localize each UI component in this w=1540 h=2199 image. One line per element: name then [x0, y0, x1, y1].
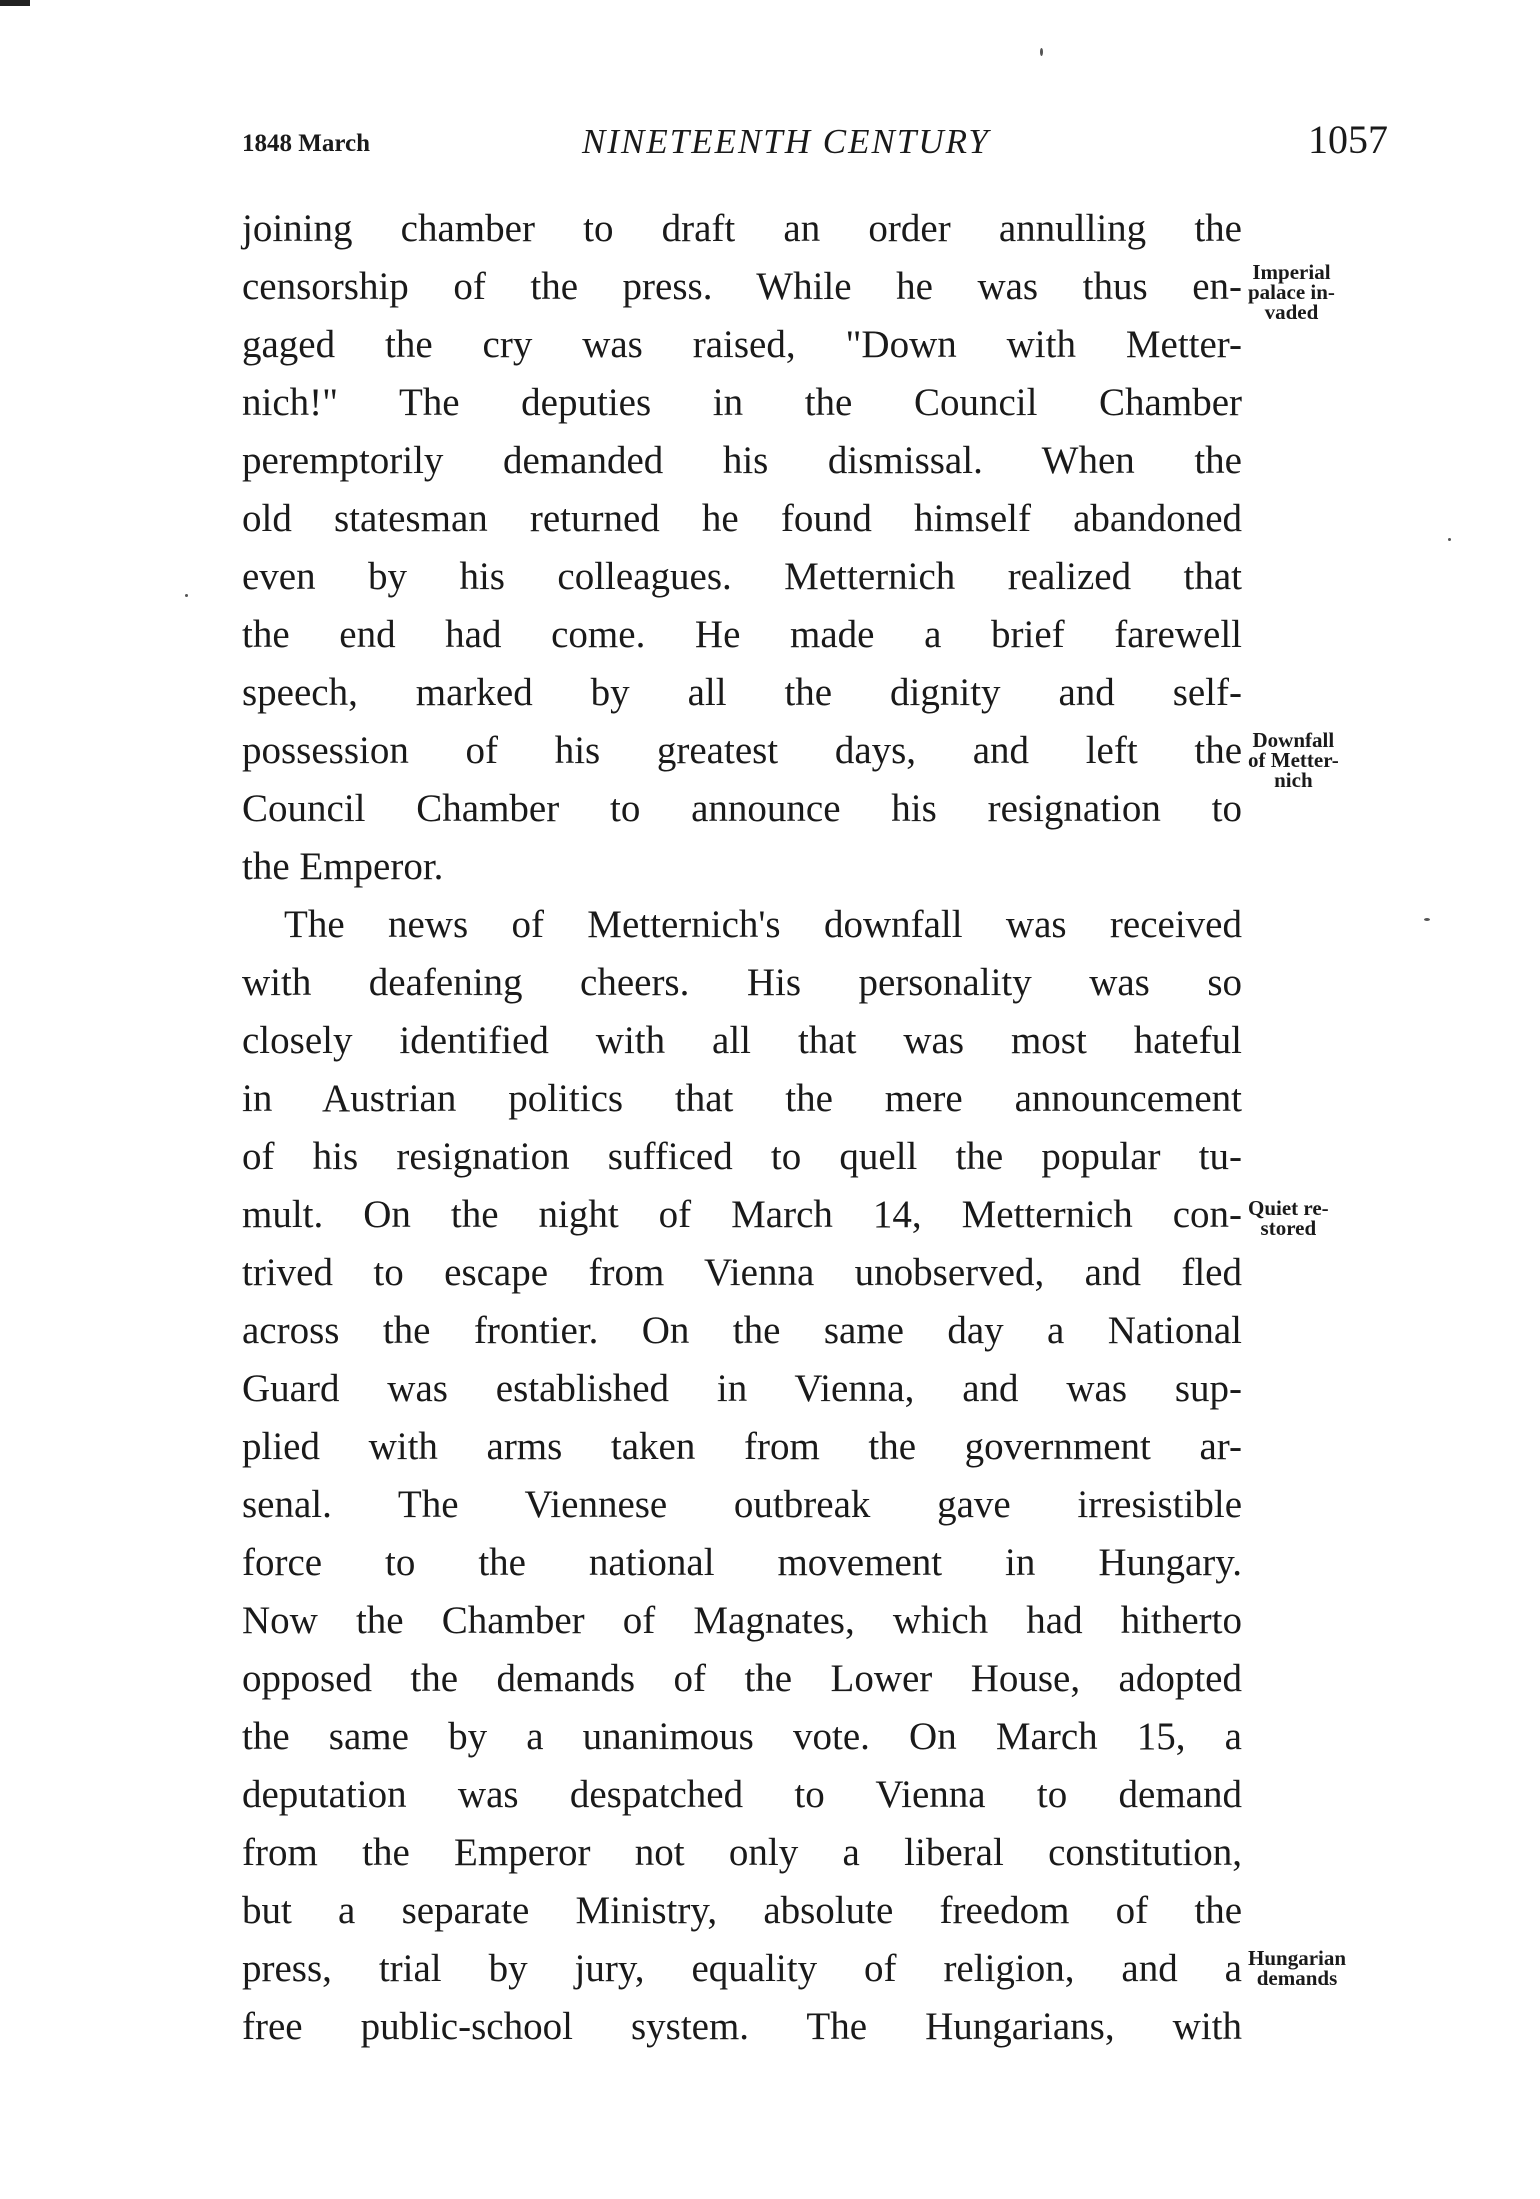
text-line: deputation was despatched to Vienna to demand: [242, 1773, 1242, 1816]
text-line: force to the national movement in Hungary.: [242, 1541, 1242, 1584]
margin-note-quiet-restored: [1248, 1198, 1329, 1238]
text-line: The news of Metternich's downfall was received: [284, 903, 1242, 946]
scan-speck: [1448, 538, 1451, 541]
text-line: Guard was established in Vienna, and was sup-: [242, 1367, 1242, 1410]
header-title: NINETEENTH CENTURY: [582, 122, 990, 161]
text-line: Council Chamber to announce his resignation to: [242, 787, 1242, 830]
header-date: 1848 March: [242, 130, 370, 157]
scan-speck: [1040, 48, 1043, 56]
margin-note-line: Hungarian: [1248, 1946, 1347, 1970]
text-line: possession of his greatest days, and left the: [242, 729, 1242, 772]
text-line: the same by a unanimous vote. On March 15, a: [242, 1715, 1242, 1758]
margin-note-line: of Metter-: [1248, 748, 1339, 772]
text-line: old statesman returned he found himself abandoned: [242, 497, 1242, 540]
margin-note-downfall: [1248, 730, 1339, 790]
text-line: Now the Chamber of Magnates, which had hitherto: [242, 1599, 1242, 1642]
text-line: of his resignation sufficed to quell the popular tu-: [242, 1135, 1242, 1178]
text-line: across the frontier. On the same day a National: [242, 1309, 1242, 1352]
margin-note-line: vaded: [1264, 300, 1319, 324]
margin-note-line: Downfall: [1252, 728, 1335, 752]
margin-note-line: stored: [1260, 1216, 1317, 1240]
margin-note-line: Quiet re-: [1248, 1196, 1329, 1220]
text-line: free public-school system. The Hungarians, with: [242, 2005, 1242, 2048]
text-line: gaged the cry was raised, "Down with Metter-: [242, 323, 1242, 366]
margin-note-line: Imperial: [1252, 260, 1331, 284]
page-number: 1057: [1308, 117, 1388, 162]
margin-note-hungarian-demands: [1248, 1948, 1346, 1988]
text-line: plied with arms taken from the government ar-: [242, 1425, 1242, 1468]
text-line: censorship of the press. While he was thus en-: [242, 265, 1242, 308]
text-line: closely identified with all that was most hateful: [242, 1019, 1242, 1062]
text-line: the Emperor.: [242, 845, 444, 888]
scan-speck: [185, 594, 188, 597]
text-line: but a separate Ministry, absolute freedom of the: [242, 1889, 1242, 1932]
text-line: with deafening cheers. His personality was so: [242, 961, 1242, 1004]
margin-note-line: demands: [1256, 1966, 1338, 1990]
text-line: in Austrian politics that the mere announcement: [242, 1077, 1242, 1120]
margin-note-line: palace in-: [1248, 280, 1335, 304]
margin-note-imperial-palace: [1248, 262, 1335, 322]
margin-note-line: nich: [1274, 768, 1313, 792]
text-line: senal. The Viennese outbreak gave irresistible: [242, 1483, 1242, 1526]
text-line: nich!" The deputies in the Council Chamber: [242, 381, 1242, 424]
text-line: speech, marked by all the dignity and self-: [242, 671, 1242, 714]
text-line: joining chamber to draft an order annulling the: [242, 207, 1242, 250]
text-line: mult. On the night of March 14, Metternich con-: [242, 1193, 1242, 1236]
text-line: press, trial by jury, equality of religion, and a: [242, 1947, 1242, 1990]
scan-mark: [0, 0, 30, 6]
text-line: even by his colleagues. Metternich realized that: [242, 555, 1242, 598]
running-header: [242, 118, 1402, 178]
text-line: from the Emperor not only a liberal constitution,: [242, 1831, 1242, 1874]
scan-speck: [1424, 918, 1430, 921]
text-line: peremptorily demanded his dismissal. When the: [242, 439, 1242, 482]
text-line: trived to escape from Vienna unobserved, and fled: [242, 1251, 1242, 1294]
text-line: the end had come. He made a brief farewell: [242, 613, 1242, 656]
text-line: opposed the demands of the Lower House, adopted: [242, 1657, 1242, 1700]
